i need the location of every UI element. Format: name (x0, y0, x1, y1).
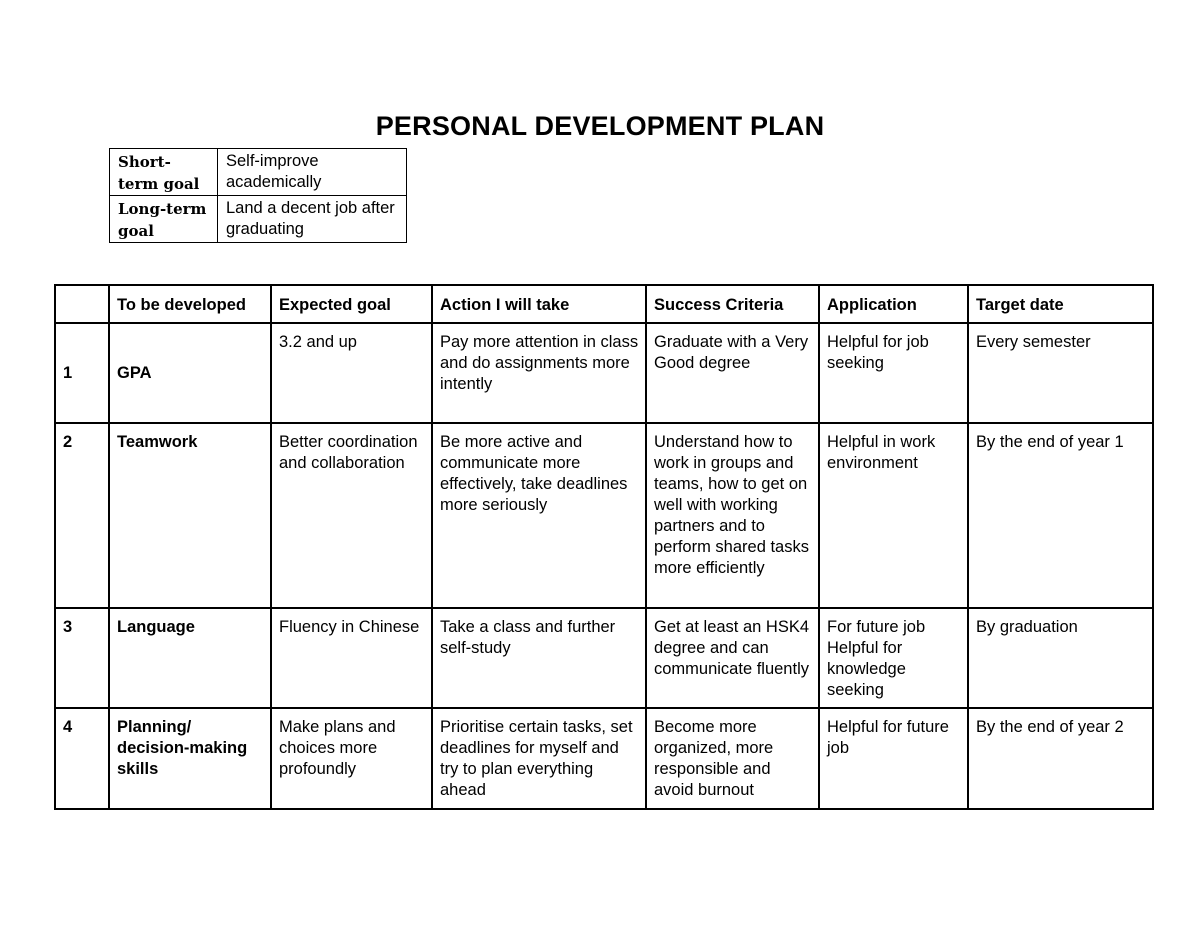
action-cell: Pay more attention in class and do assignments more intently (432, 323, 646, 423)
row-number: 4 (55, 708, 109, 809)
expected-goal-cell: Make plans and choices more profoundly (271, 708, 432, 809)
goal-label: Short-term goal (110, 149, 218, 196)
target-date-cell: Every semester (968, 323, 1153, 423)
action-cell: Prioritise certain tasks, set deadlines for myself and try to plan everything ahead (432, 708, 646, 809)
goals-table (109, 148, 407, 243)
application-cell: For future job Helpful for knowledge seeking (819, 608, 968, 708)
table-row (55, 423, 1153, 608)
header-cell-number (55, 285, 109, 323)
application-cell: Helpful for future job (819, 708, 968, 809)
action-cell: Take a class and further self-study (432, 608, 646, 708)
expected-goal-cell: 3.2 and up (271, 323, 432, 423)
expected-goal-cell: Better coordination and collaboration (271, 423, 432, 608)
target-date-cell: By the end of year 1 (968, 423, 1153, 608)
header-cell-target-date: Target date (968, 285, 1153, 323)
row-number: 3 (55, 608, 109, 708)
goal-label: Long-term goal (110, 196, 218, 243)
development-plan-table (54, 284, 1154, 810)
header-cell-application: Application (819, 285, 968, 323)
row-number: 2 (55, 423, 109, 608)
target-date-cell: By graduation (968, 608, 1153, 708)
target-date-cell: By the end of year 2 (968, 708, 1153, 809)
goal-value: Self-improve academically (218, 149, 407, 196)
header-cell-to-be-developed: To be developed (109, 285, 271, 323)
success-criteria-cell: Graduate with a Very Good degree (646, 323, 819, 423)
table-row (55, 608, 1153, 708)
page-title: PERSONAL DEVELOPMENT PLAN (375, 111, 825, 141)
header-cell-success-criteria: Success Criteria (646, 285, 819, 323)
table-row (55, 323, 1153, 423)
table-row (55, 708, 1153, 809)
goal-value: Land a decent job after graduating (218, 196, 407, 243)
goal-row-long-term (110, 196, 407, 243)
development-area: Teamwork (109, 423, 271, 608)
table-header-row (55, 285, 1153, 323)
application-cell: Helpful for job seeking (819, 323, 968, 423)
action-cell: Be more active and communicate more effectively, take deadlines more seriously (432, 423, 646, 608)
header-cell-expected-goal: Expected goal (271, 285, 432, 323)
row-number: 1 (55, 323, 109, 423)
goal-row-short-term (110, 149, 407, 196)
header-cell-action: Action I will take (432, 285, 646, 323)
application-cell: Helpful in work environment (819, 423, 968, 608)
development-area: Language (109, 608, 271, 708)
expected-goal-cell: Fluency in Chinese (271, 608, 432, 708)
success-criteria-cell: Become more organized, more responsible and avoid burnout (646, 708, 819, 809)
development-area: Planning/ decision-making skills (109, 708, 271, 809)
success-criteria-cell: Understand how to work in groups and teams, how to get on well with working partners and to perform shared tasks more efficiently (646, 423, 819, 608)
development-area: GPA (109, 323, 271, 423)
success-criteria-cell: Get at least an HSK4 degree and can communicate fluently (646, 608, 819, 708)
